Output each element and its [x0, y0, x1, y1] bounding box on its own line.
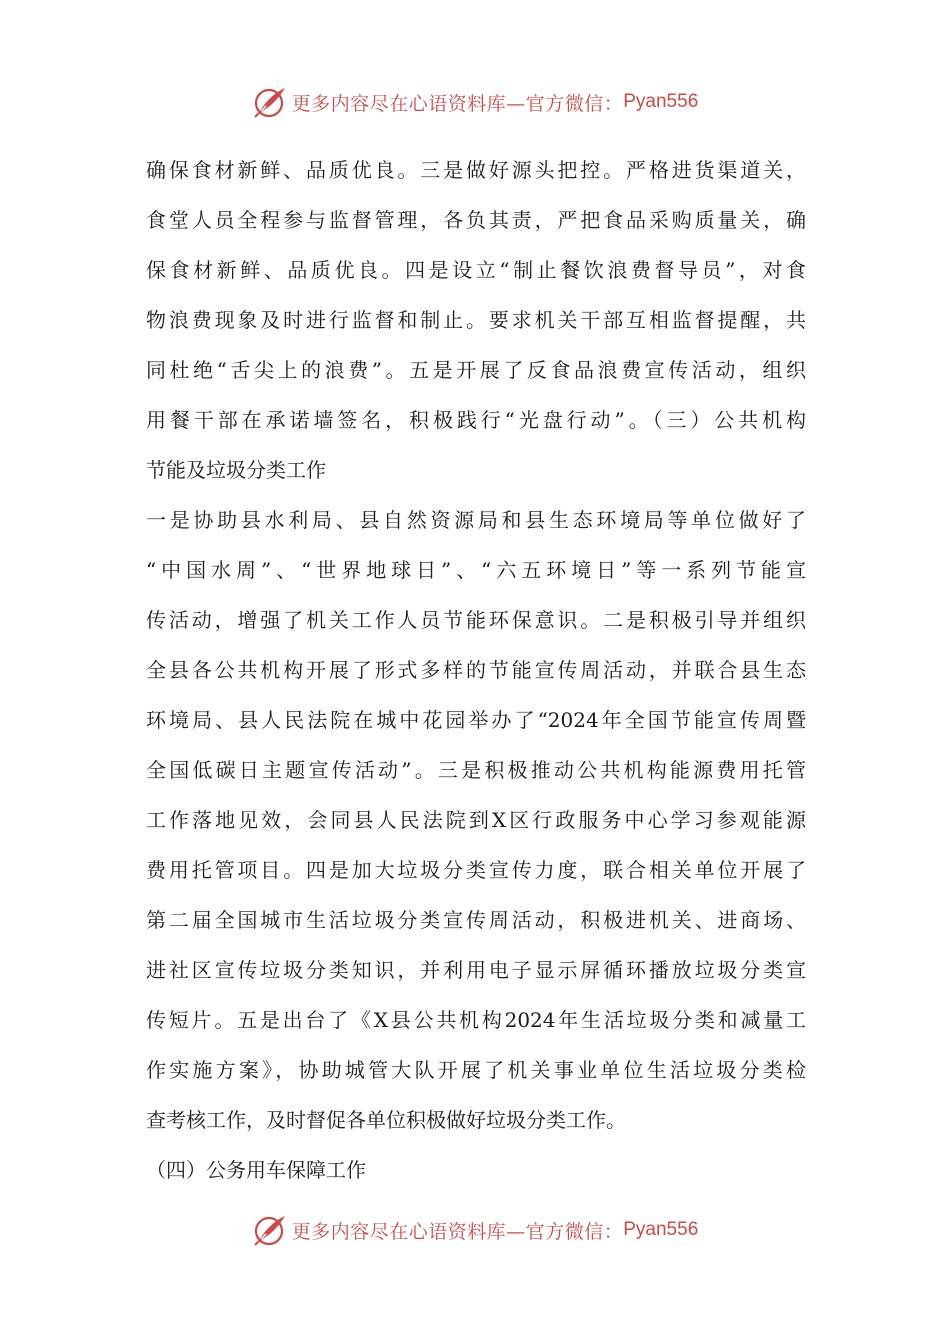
section-heading: （四）公务用车保障工作 [146, 1158, 366, 1182]
text-line: 确保食材新鲜、品质优良。三是做好源头把控。严格进货渠道关， [146, 158, 806, 182]
text-line: 用餐干部在承诺墙签名，积极践行“光盘行动”。（三）公共机构 [146, 408, 806, 432]
text-line: 物浪费现象及时进行监督和制止。要求机关干部互相监督提醒，共 [146, 308, 806, 332]
text-line: 作实施方案》，协助城管大队开展了机关事业单位生活垃圾分类检 [146, 1058, 806, 1082]
document-body [146, 150, 806, 1200]
watermark-wechat-id: Pyan556 [623, 91, 699, 112]
text-line: 一是协助县水利局、县自然资源局和县生态环境局等单位做好了 [146, 508, 806, 532]
text-line: 查考核工作，及时督促各单位积极做好垃圾分类工作。 [146, 1108, 626, 1132]
text-line: 全国低碳日主题宣传活动”。三是积极推动公共机构能源费用托管 [146, 758, 806, 782]
text-line: 保食材新鲜、品质优良。四是设立“制止餐饮浪费督导员”，对食 [146, 258, 806, 282]
quill-logo-icon [252, 1212, 288, 1248]
text-line: 传活动，增强了机关工作人员节能环保意识。二是积极引导并组织 [146, 608, 806, 632]
watermark-footer [0, 1210, 950, 1250]
text-line: 传短片。五是出台了《X县公共机构2024年生活垃圾分类和减量工 [146, 1008, 806, 1032]
text-line: “中国水周”、“世界地球日”、“六五环境日”等一系列节能宣 [146, 558, 806, 582]
watermark-header [0, 82, 950, 122]
text-line: 节能及垃圾分类工作 [146, 458, 326, 482]
quill-logo-icon [252, 84, 288, 120]
watermark-wechat-id: Pyan556 [623, 1219, 699, 1240]
text-line: 第二届全国城市生活垃圾分类宣传周活动，积极进机关、进商场、 [146, 908, 806, 932]
text-line: 进社区宣传垃圾分类知识，并利用电子显示屏循环播放垃圾分类宣 [146, 958, 806, 982]
text-line: 工作落地见效，会同县人民法院到X区行政服务中心学习参观能源 [146, 808, 806, 832]
text-line: 全县各公共机构开展了形式多样的节能宣传周活动，并联合县生态 [146, 658, 806, 682]
text-line: 食堂人员全程参与监督管理，各负其责，严把食品采购质量关，确 [146, 208, 806, 232]
text-line: 费用托管项目。四是加大垃圾分类宣传力度，联合相关单位开展了 [146, 858, 806, 882]
watermark-site-text: 更多内容尽在心语资料库—官方微信： [291, 1220, 624, 1243]
watermark-site-text: 更多内容尽在心语资料库—官方微信： [291, 92, 624, 115]
text-line: 同杜绝“舌尖上的浪费”。五是开展了反食品浪费宣传活动，组织 [146, 358, 806, 382]
text-line: 环境局、县人民法院在城中花园举办了“2024年全国节能宣传周暨 [146, 708, 806, 732]
